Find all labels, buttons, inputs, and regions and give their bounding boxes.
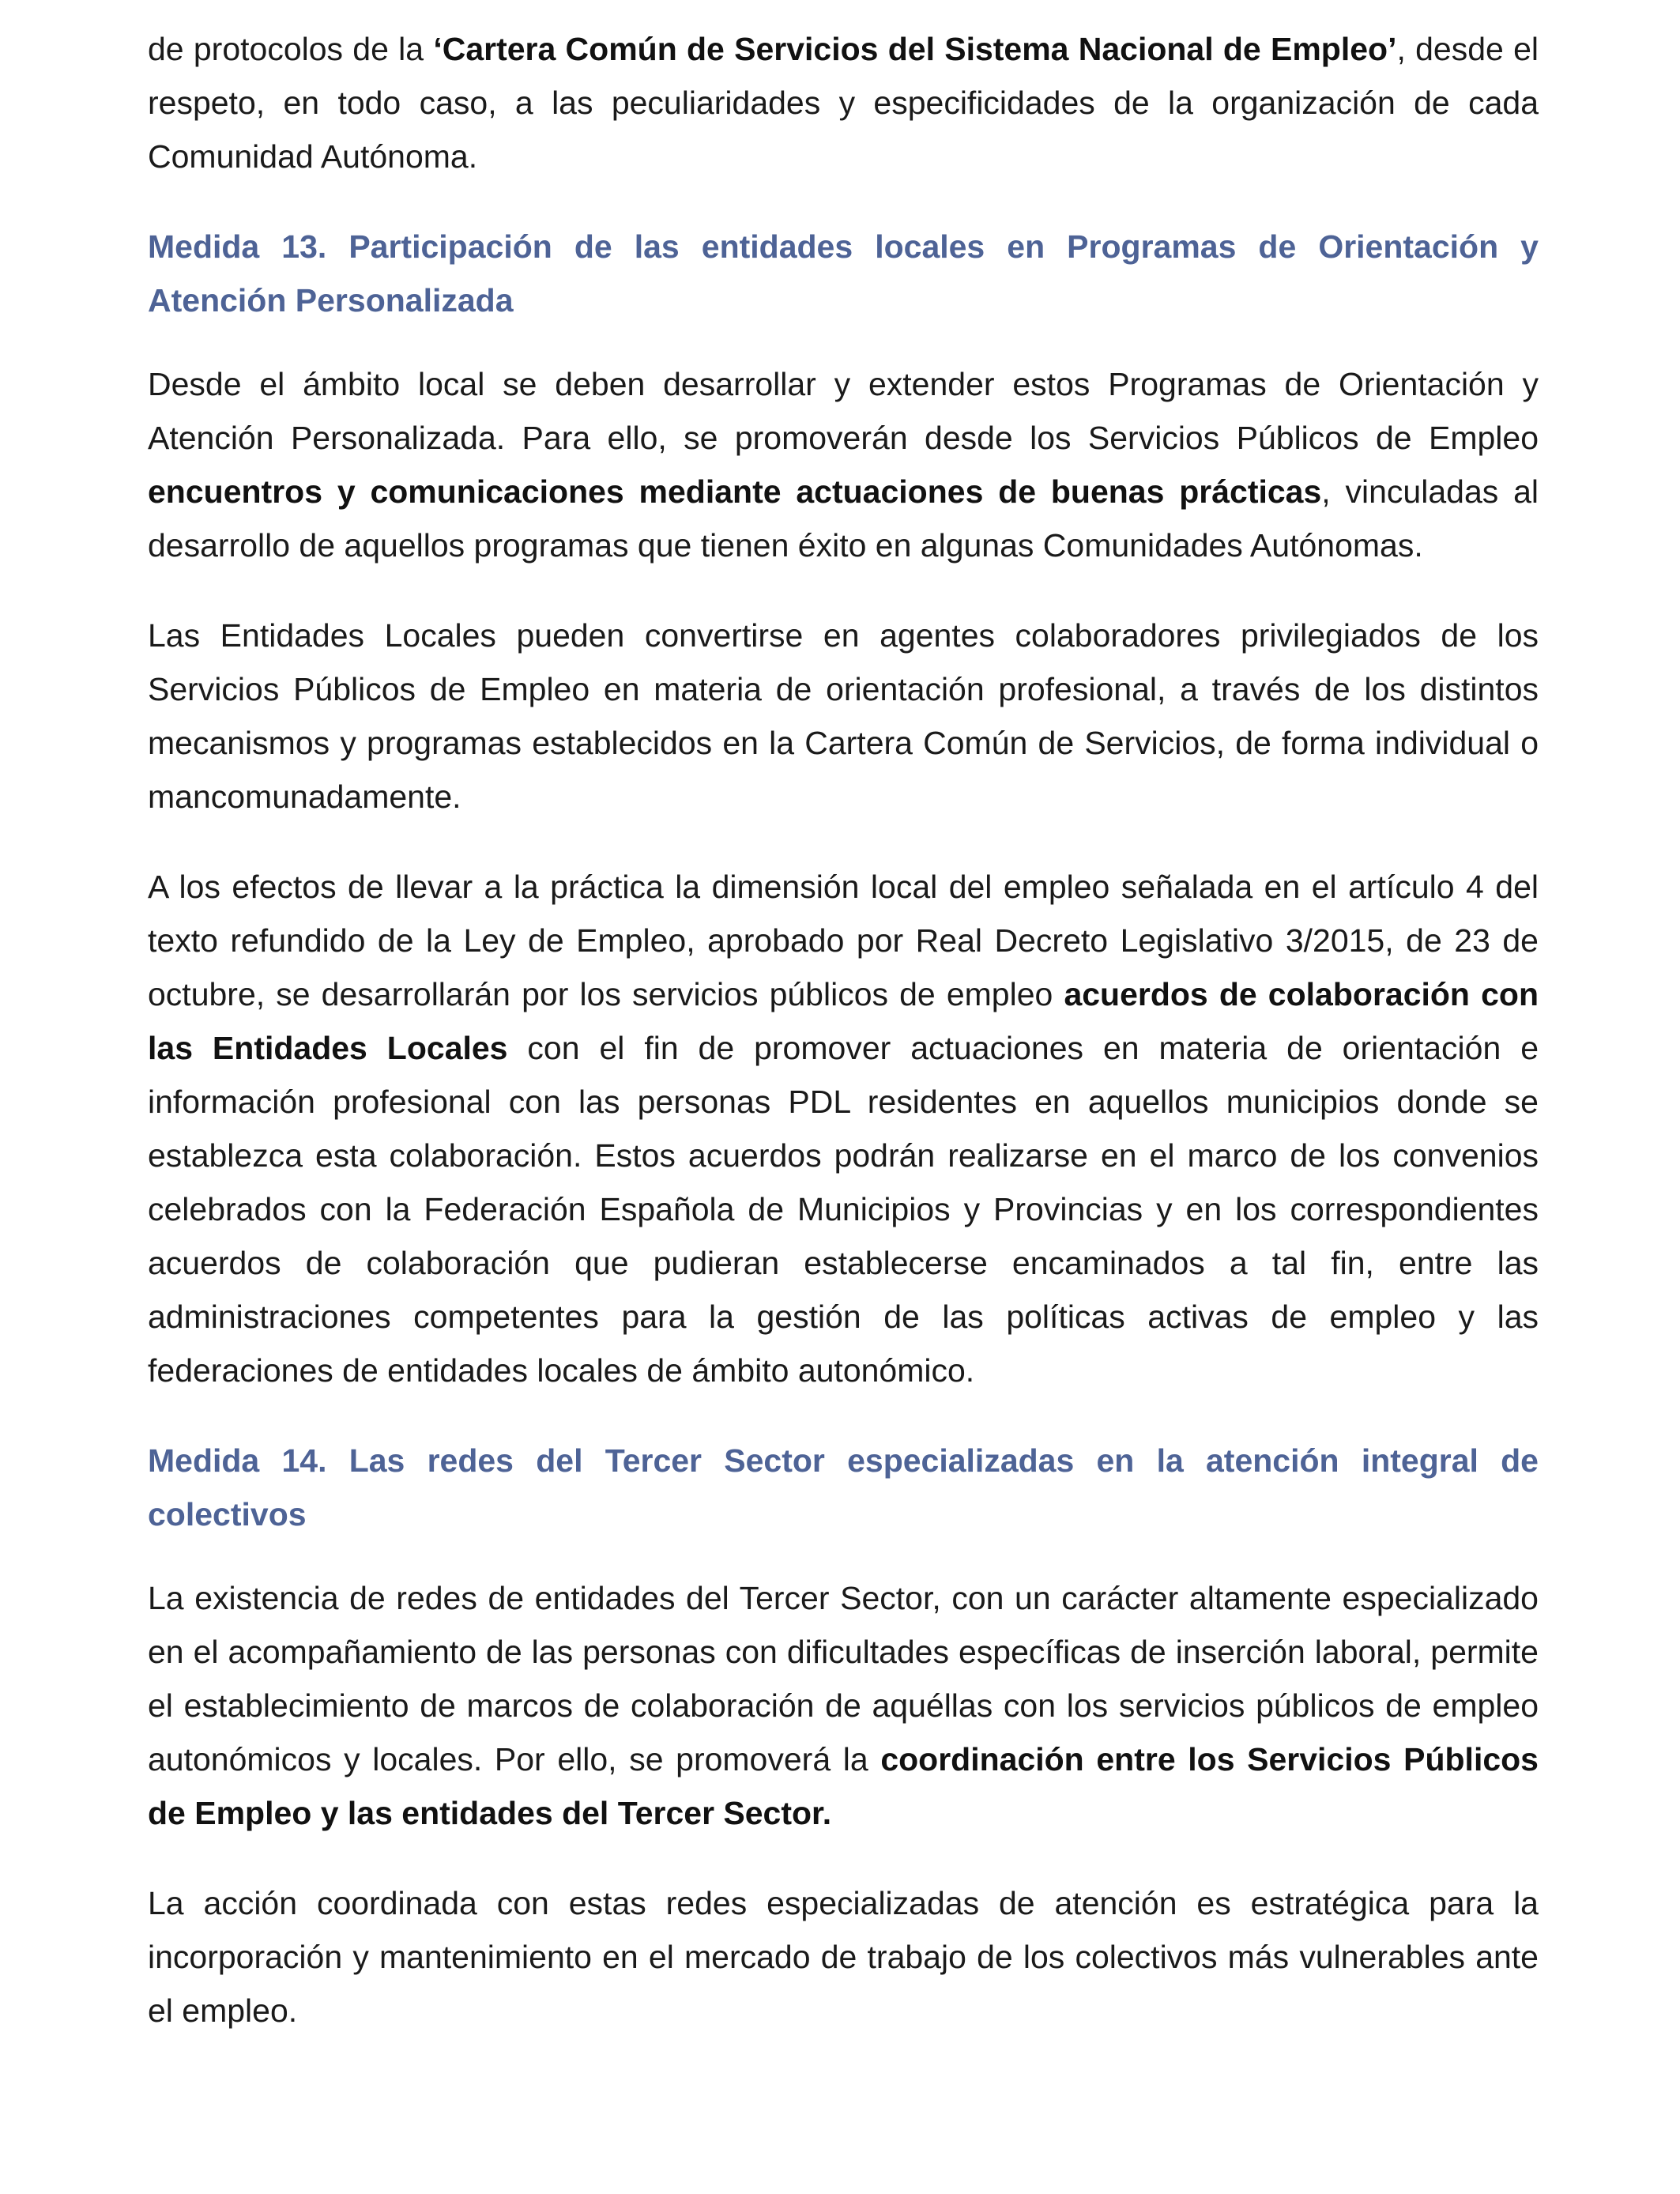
measure-13-paragraph-1: [148, 357, 1539, 572]
m13-p3-text-c: con el fin de promover actuaciones en materia de orientación e información profesional con las personas PDL residentes en aquellos municipios donde se establezca esta colaboración. Estos acuerdos podrán realizarse en el marco de los convenios celebrados con la Federación Española de Municipios y Provincias y en los correspondientes acuerdos de colaboración que pudieran establecerse encaminados a tal fin, entre las administraciones competentes para la gestión de las políticas activas de empleo y las federaciones de entidades locales de ámbito autonómico.: [148, 1030, 1539, 1389]
measure-13-paragraph-2: Las Entidades Locales pueden convertirse en agentes colaboradores privilegiados de los Servicios Públicos de Empleo en materia de orientación profesional, a través de los distintos mecanismos y programas establecidos en la Cartera Común de Servicios, de forma individual o mancomunadamente.: [148, 617, 1539, 815]
intro-text-a: de protocolos de la: [148, 31, 434, 67]
document-page: [148, 22, 1539, 2038]
m13-p1-text-c: , vinculadas al desarrollo de aquellos programas que tienen éxito en algunas Comunidades Autónomas.: [148, 473, 1539, 564]
measure-14-heading: Medida 14. Las redes del Tercer Sector especializadas en la atención integral de colectivos: [148, 1442, 1539, 1532]
m13-p1-bold-text: encuentros y comunicaciones mediante actuaciones de buenas prácticas: [148, 473, 1322, 510]
intro-bold-text: ‘Cartera Común de Servicios del Sistema Nacional de Empleo’: [433, 31, 1397, 67]
m13-p1-text-a: Desde el ámbito local se deben desarrollar y extender estos Programas de Orientación y Atención Personalizada. Para ello, se promoverán desde los Servicios Públicos de Empleo: [148, 366, 1539, 456]
measure-13-paragraph-3: [148, 860, 1539, 1397]
intro-text-c: , desde el respeto, en todo caso, a las peculiaridades y especificidades de la organización de cada Comunidad Autónoma.: [148, 31, 1539, 175]
measure-13-heading: Medida 13. Participación de las entidades locales en Programas de Orientación y Atención Personalizada: [148, 228, 1539, 319]
intro-paragraph: [148, 22, 1539, 183]
m13-p3-bold-text: acuerdos de colaboración con las Entidades Locales: [148, 976, 1539, 1066]
m14-p1-text-a: La existencia de redes de entidades del Tercer Sector, con un carácter altamente especializado en el acompañamiento de las personas con dificultades específicas de inserción laboral, permite el establecimiento de marcos de colaboración de aquéllas con los servicios públicos de empleo autonómicos y locales. Por ello, se promoverá la: [148, 1580, 1539, 1777]
m13-p3-text-a: A los efectos de llevar a la práctica la dimensión local del empleo señalada en el artículo 4 del texto refundido de la Ley de Empleo, aprobado por Real Decreto Legislativo 3/2015, de 23 de octubre, se desarrollarán por los servicios públicos de empleo: [148, 869, 1539, 1012]
measure-14-paragraph-1: [148, 1571, 1539, 1840]
m14-p1-bold-text: coordinación entre los Servicios Públicos de Empleo y las entidades del Tercer Sector.: [148, 1741, 1539, 1831]
measure-14-paragraph-2: La acción coordinada con estas redes especializadas de atención es estratégica para la incorporación y mantenimiento en el mercado de trabajo de los colectivos más vulnerables ante el empleo.: [148, 1885, 1539, 2029]
